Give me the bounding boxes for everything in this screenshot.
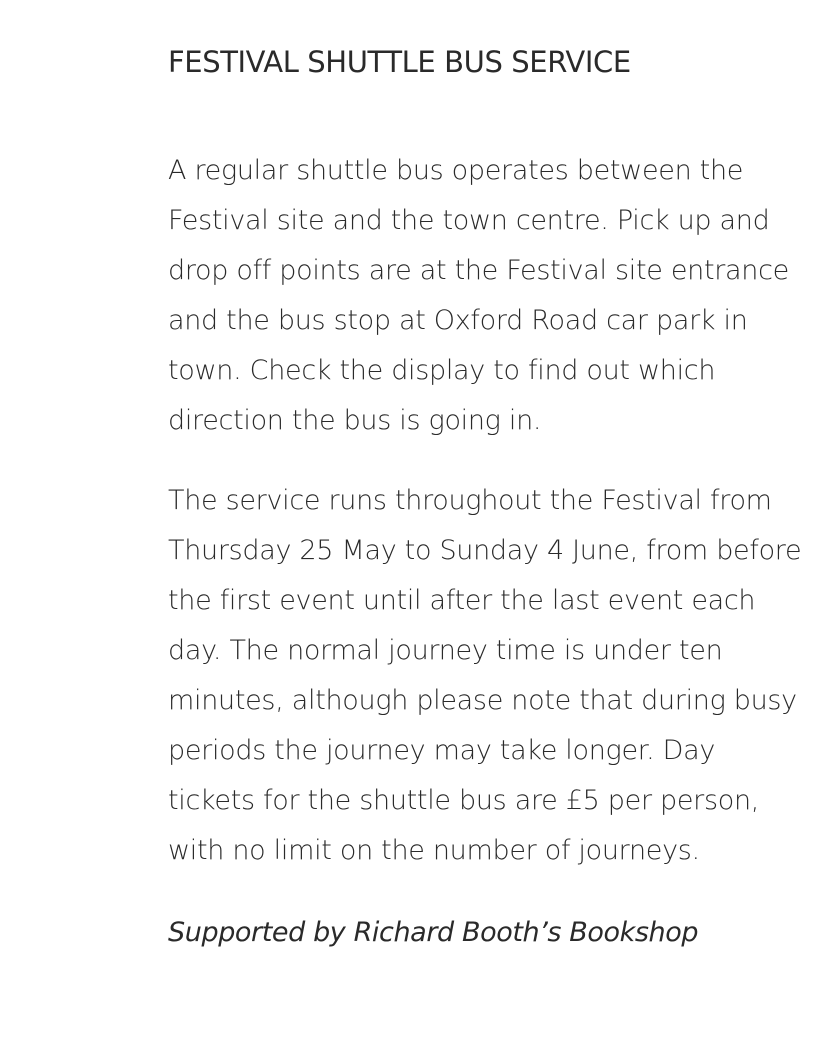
document-page	[168, 40, 808, 958]
paragraph-service-times: The service runs throughout the Festival from Thursday 25 May to Sunday 4 June, from before the first event until after the last event each day. The normal journey time is under ten minutes, although please note that during busy periods the journey may take longer. Day tickets for the shuttle bus are £5 per person, with no limit on the number of journeys.	[168, 485, 802, 866]
sponsor-credit: Supported by Richard Booth’s Bookshop	[168, 917, 699, 948]
paragraph-pickup-points: A regular shuttle bus operates between the Festival site and the town centre. Pick up and drop off points are at the Festival site entrance and the bus stop at Oxford Road car park in town. Check the display to find out which direction the bus is going in.	[168, 155, 789, 436]
page-title: FESTIVAL SHUTTLE BUS SERVICE	[168, 45, 631, 79]
